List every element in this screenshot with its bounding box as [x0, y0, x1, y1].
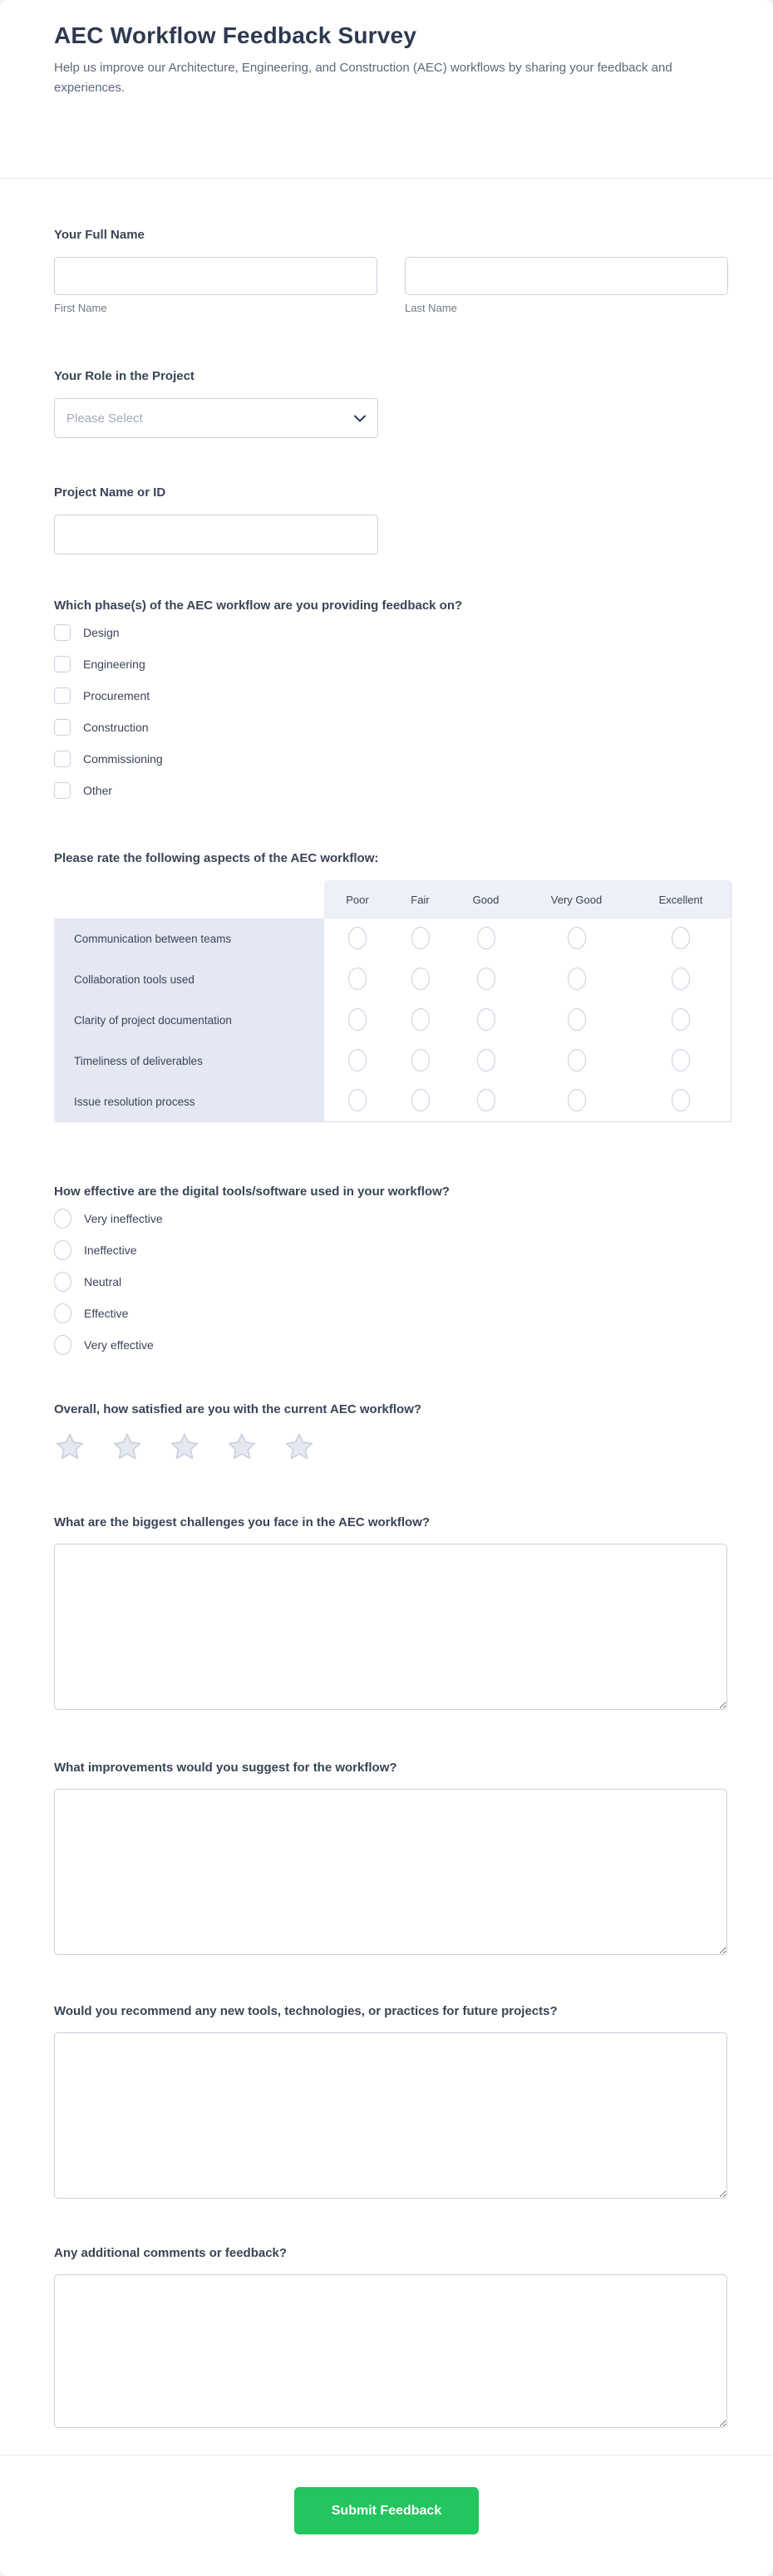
- matrix-radio[interactable]: [477, 927, 495, 949]
- question-challenges: [54, 1515, 727, 1710]
- checkbox-icon[interactable]: [54, 687, 71, 704]
- column-header: Very Good: [522, 880, 631, 919]
- question-label: Project Name or ID: [54, 485, 166, 500]
- radio-icon[interactable]: [54, 1335, 71, 1355]
- checkbox-icon[interactable]: [54, 751, 71, 767]
- radio-icon[interactable]: [54, 1209, 71, 1229]
- table-row: [54, 959, 731, 1000]
- question-full-name: [54, 227, 727, 315]
- radio-option-neutral[interactable]: [54, 1273, 727, 1290]
- last-name-input[interactable]: [405, 257, 728, 295]
- question-label: How effective are the digital tools/software used in your workflow?: [54, 1185, 450, 1199]
- matrix-radio[interactable]: [411, 968, 430, 990]
- radio-icon[interactable]: [54, 1240, 71, 1260]
- star-rating: [54, 1431, 727, 1463]
- row-label: Communication between teams: [54, 919, 324, 959]
- matrix-radio[interactable]: [348, 1089, 367, 1111]
- last-name-sublabel: Last Name: [405, 302, 457, 314]
- matrix-radio[interactable]: [672, 1049, 690, 1071]
- checkbox-icon[interactable]: [54, 782, 71, 799]
- matrix-radio[interactable]: [477, 1089, 495, 1111]
- submit-feedback-button[interactable]: Submit Feedback: [294, 2487, 479, 2534]
- role-select-placeholder: Please Select: [66, 411, 143, 426]
- star-icon[interactable]: [54, 1431, 86, 1463]
- form-header: [0, 0, 773, 178]
- question-label: Your Role in the Project: [54, 369, 194, 383]
- question-phases: [54, 598, 727, 799]
- option-label: Effective: [84, 1307, 129, 1320]
- option-label: Neutral: [84, 1275, 122, 1288]
- matrix-radio[interactable]: [411, 1049, 430, 1071]
- option-label: Engineering: [83, 658, 145, 671]
- column-header: Excellent: [631, 880, 731, 919]
- first-name-input[interactable]: [54, 257, 377, 295]
- radio-option-ineffective[interactable]: [54, 1242, 727, 1258]
- option-label: Other: [83, 784, 113, 797]
- first-name-sublabel: First Name: [54, 302, 107, 314]
- checkbox-option-engineering[interactable]: [54, 656, 727, 672]
- question-label: Any additional comments or feedback?: [54, 2246, 288, 2260]
- star-icon[interactable]: [111, 1431, 143, 1463]
- table-row: [54, 1081, 731, 1122]
- matrix-radio[interactable]: [672, 1008, 690, 1031]
- star-icon[interactable]: [169, 1431, 200, 1463]
- checkbox-option-construction[interactable]: [54, 719, 727, 736]
- question-label: Which phase(s) of the AEC workflow are you providing feedback on?: [54, 598, 463, 613]
- form-footer: [0, 2455, 773, 2576]
- column-header: Fair: [391, 880, 450, 919]
- matrix-radio[interactable]: [672, 968, 690, 990]
- page-title: AEC Workflow Feedback Survey: [54, 22, 417, 48]
- comments-textarea[interactable]: [54, 2274, 727, 2428]
- question-role: [54, 368, 727, 438]
- challenges-textarea[interactable]: [54, 1544, 727, 1710]
- matrix-radio[interactable]: [672, 927, 690, 949]
- matrix-radio[interactable]: [348, 1049, 367, 1071]
- role-select[interactable]: [54, 398, 378, 438]
- matrix-radio[interactable]: [477, 1049, 495, 1071]
- matrix-radio[interactable]: [348, 968, 367, 990]
- column-header: Poor: [324, 880, 391, 919]
- question-label: What improvements would you suggest for the workflow?: [54, 1761, 397, 1775]
- table-row: [54, 1041, 731, 1081]
- option-label: Commissioning: [83, 752, 163, 766]
- matrix-radio[interactable]: [348, 1008, 367, 1031]
- option-label: Procurement: [83, 689, 150, 702]
- question-label: Overall, how satisfied are you with the current AEC workflow?: [54, 1402, 422, 1416]
- question-tools-effectiveness: [54, 1184, 727, 1353]
- question-label: What are the biggest challenges you face in the AEC workflow?: [54, 1515, 431, 1529]
- question-label: Would you recommend any new tools, technologies, or practices for future projects?: [54, 2004, 558, 2018]
- checkbox-option-procurement[interactable]: [54, 687, 727, 704]
- option-label: Ineffective: [84, 1244, 137, 1257]
- question-satisfaction: [54, 1401, 727, 1463]
- checkbox-icon[interactable]: [54, 656, 71, 672]
- table-row: [54, 1000, 731, 1041]
- header-divider: [0, 178, 773, 179]
- option-label: Very ineffective: [84, 1212, 163, 1225]
- table-header-row: [54, 880, 731, 919]
- column-header: Good: [450, 880, 522, 919]
- matrix-radio[interactable]: [568, 1008, 586, 1031]
- matrix-radio[interactable]: [477, 968, 495, 990]
- option-label: Very effective: [84, 1338, 154, 1352]
- matrix-radio[interactable]: [411, 1089, 430, 1111]
- star-icon[interactable]: [226, 1431, 258, 1463]
- checkbox-icon[interactable]: [54, 719, 71, 736]
- rating-table: [54, 880, 731, 1122]
- option-label: Construction: [83, 721, 149, 734]
- matrix-radio[interactable]: [348, 927, 367, 949]
- project-name-input[interactable]: [54, 515, 378, 554]
- matrix-radio[interactable]: [672, 1089, 690, 1111]
- question-comments: [54, 2245, 727, 2428]
- radio-option-very-effective[interactable]: [54, 1337, 727, 1353]
- star-icon[interactable]: [283, 1431, 315, 1463]
- matrix-radio[interactable]: [568, 1049, 586, 1071]
- question-project: [54, 485, 727, 554]
- checkbox-option-design[interactable]: [54, 624, 727, 641]
- radio-icon[interactable]: [54, 1303, 71, 1323]
- option-label: Design: [83, 626, 120, 639]
- matrix-radio[interactable]: [568, 927, 586, 949]
- checkbox-option-other[interactable]: [54, 782, 727, 799]
- row-label: Clarity of project documentation: [54, 1000, 324, 1041]
- radio-icon[interactable]: [54, 1272, 71, 1292]
- recommendations-textarea[interactable]: [54, 2032, 727, 2199]
- row-label: Timeliness of deliverables: [54, 1041, 324, 1081]
- matrix-radio[interactable]: [477, 1008, 495, 1031]
- radio-option-effective[interactable]: [54, 1305, 727, 1322]
- matrix-radio[interactable]: [568, 1089, 586, 1111]
- page-subtitle: Help us improve our Architecture, Engineering, and Construction (AEC) workflows by sharing your feedback and experiences.: [54, 61, 672, 95]
- chevron-down-icon: [354, 415, 366, 422]
- row-label: Issue resolution process: [54, 1081, 324, 1122]
- improvements-textarea[interactable]: [54, 1789, 727, 1955]
- table-row: [54, 919, 731, 959]
- radio-option-very-ineffective[interactable]: [54, 1210, 727, 1227]
- row-label: Collaboration tools used: [54, 959, 324, 1000]
- checkbox-option-commissioning[interactable]: [54, 751, 727, 767]
- matrix-radio[interactable]: [411, 1008, 430, 1031]
- question-label: Your Full Name: [54, 228, 145, 242]
- matrix-radio[interactable]: [411, 927, 430, 949]
- question-label: Please rate the following aspects of the AEC workflow:: [54, 851, 379, 865]
- checkbox-icon[interactable]: [54, 624, 71, 641]
- question-improvements: [54, 1760, 727, 1955]
- matrix-radio[interactable]: [568, 968, 586, 990]
- question-recommendations: [54, 2003, 727, 2199]
- question-rating-matrix: [54, 850, 727, 1122]
